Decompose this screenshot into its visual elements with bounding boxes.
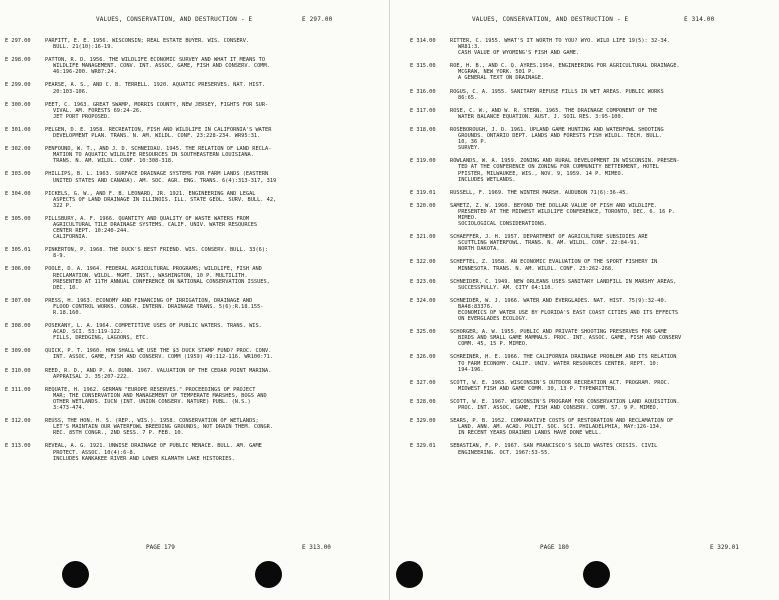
citation-line: LAND. ANN. AM. ACAD. POLIT. SOC. SCI. PHILADELPHIA, MAY:126-134. <box>458 424 663 431</box>
entry-code: E 315.00 <box>410 63 436 70</box>
header-entry-code: E 297.00 <box>302 16 333 23</box>
bibliography-entry <box>0 171 389 183</box>
citation-line: PARFITT, E. E. 1956. WISCONSIN; REAL ESTATE BUYER. WIS. CONSERV. <box>45 38 250 44</box>
citation-line: SEBASTIAN, F. P. 1967. SAN FRANCISCO'S SOLID WASTES CRISIS. CIVIL <box>450 443 658 450</box>
entry-citation <box>450 443 779 455</box>
citation-line: SCHNEIDER, W. J. 1966. WATER AND EVERGLADES. NAT. HIST. 75(9):32-40. <box>450 297 667 304</box>
citation-line: SUCCESSFULLY. AM. CITY 64:110. <box>458 284 554 291</box>
citation-line: INCLUDES WETLANDS. <box>458 176 516 183</box>
citation-line: ACAD. SCI. 53:119-122. <box>53 329 124 336</box>
citation-line: COMM. 45, 15 P. MIMEO. <box>458 341 529 348</box>
citation-line: SURVEY. <box>458 145 481 152</box>
citation-line: REVEAL, A. G. 1921. UNWISE DRAINAGE OF PUBLIC MENACE. BULL. AM. GAME <box>45 443 262 450</box>
binder-hole <box>255 561 282 588</box>
right-page <box>390 0 779 600</box>
entry-citation <box>45 418 389 436</box>
entry-code: E 301.00 <box>5 126 31 133</box>
citation-line: SCUTTLING WATERFOWL. TRANS. N. AM. WILDL. CONF. 22:84-91. <box>458 240 640 247</box>
citation-line: GROUNDS. ONTARIO DEPT. LANDS AND FORESTS FISH WILDL. TECH. BULL. <box>458 133 663 140</box>
entry-code: E 308.00 <box>5 323 31 330</box>
citation-line: RECLAMATION. WILDL. MGMT. INST., WASHINGTON, 10 P. MULTILITH. <box>53 272 248 279</box>
citation-line: REQUATE, H. 1962. GERMAN "EUROPE RESERVES." PROCEEDINGS OF PROJECT <box>45 386 256 393</box>
entry-citation <box>450 234 779 252</box>
citation-line: TRANS. N. AM. WILDL. CONF. 10:308-318. <box>53 158 175 165</box>
citation-line: 322 P. <box>53 202 73 209</box>
entry-code: E 329.01 <box>410 443 436 450</box>
footer-entry-code: E 329.01 <box>710 544 739 551</box>
citation-line: 46:196-200. WR87:24. <box>53 69 117 76</box>
bibliography-entry <box>390 38 779 56</box>
bibliography-entry <box>390 158 779 182</box>
entry-citation <box>450 354 779 372</box>
citation-line: QUICK, P. T. 1960. HOW SHALL WE USE THE $3 DUCK STAMP FUND? PROC. CONV. <box>45 348 272 355</box>
entry-code: E 305.00 <box>5 215 31 222</box>
entry-citation <box>45 298 389 316</box>
citation-line: IN RECENT YEARS DRAINED LANDS HAVE DONE WELL. <box>458 430 602 437</box>
citation-line: ASPECTS OF LAND DRAINAGE IN ILLINOIS. ILL. STATE GEOL. SURV. BULL. 42, <box>53 196 277 203</box>
entry-citation <box>450 127 779 151</box>
entry-code: E 298.00 <box>5 57 31 64</box>
bibliography-entry <box>390 354 779 372</box>
citation-line: SCHNEIDER, C. 1949. NEW ORLEANS USES SANITARY LANDFILL IN MARSHY AREAS, <box>450 278 677 285</box>
entry-citation <box>450 298 779 322</box>
entry-code: E 297.00 <box>5 38 31 44</box>
citation-line: R.18.160. <box>53 310 82 316</box>
entry-code: E 318.00 <box>410 126 436 133</box>
entry-code: E 319.00 <box>410 158 436 165</box>
citation-line: PROTECT. ASSOC. 10(4):6-8. <box>53 449 136 456</box>
citation-line: 3:473-474. <box>53 405 85 412</box>
bibliography-entry <box>390 234 779 252</box>
bibliography-entry <box>0 191 389 209</box>
citation-line: ON EVERGLADES ECOLOGY. <box>458 316 529 323</box>
entry-citation <box>45 387 389 411</box>
entry-citation <box>450 89 779 101</box>
citation-line: PHILLIPS, B. L. 1963. SURFACE DRAINAGE SYSTEMS FOR FARM LANDS (EASTERN <box>45 171 269 178</box>
binder-hole <box>583 561 610 588</box>
entry-code: E 309.00 <box>5 348 31 355</box>
citation-line: UNITED STATES AND CANADA). AM. SOC. AGR. ENG. TRANS. 6(4):313-317, 319 <box>53 177 277 184</box>
citation-line: SCHREINER, H. E. 1966. THE CALIFORNIA DRAINAGE PROBLEM AND ITS RELATION <box>450 354 677 361</box>
citation-line: ENGINEERING. OCT. 1967:53-55. <box>458 449 551 456</box>
entry-citation <box>450 108 779 120</box>
citation-line: MIMEO. <box>458 214 478 221</box>
bibliography-entry <box>390 298 779 322</box>
citation-line: 86:65. <box>458 94 478 101</box>
citation-line: ROSE, C. W., AND W. R. STERN. 1965. THE DRAINAGE COMPONENT OF THE <box>450 107 658 114</box>
citation-line: BIRDS AND SMALL GAME MAMMALS. PROC. INT. ASSOC. GAME, FISH AND CONSERV <box>458 335 682 342</box>
bibliography-entry <box>0 443 389 461</box>
entry-citation <box>450 158 779 182</box>
citation-line: PATTON, R. D. 1956. THE WILDLIFE ECONOMIC SURVEY AND WHAT IT MEANS TO <box>45 57 266 64</box>
citation-line: OTHER WETLANDS. IUCN (INT. UNION CONSERV. NATURE) PUBL. (N.S.) <box>53 398 251 405</box>
citation-line: SCHORGER, A. W. 1955. PUBLIC AND PRIVATE SHOOTING PRESERVES FOR GAME <box>450 329 667 336</box>
bibliography-entry <box>390 329 779 347</box>
citation-line: BA48:83376. <box>458 303 494 310</box>
entry-code: E 327.00 <box>410 379 436 386</box>
citation-line: BULL. 21(10):16-19. <box>53 44 114 51</box>
bibliography-entry <box>390 89 779 101</box>
citation-line: REC. 85TH CONGR., 2ND SESS. 7 P. FEB. 10. <box>53 430 184 437</box>
citation-line: APPRAISAL J. 35:207-222. <box>53 373 130 380</box>
entry-citation <box>45 102 389 120</box>
entry-code: E 300.00 <box>5 101 31 108</box>
bibliography-entry <box>390 108 779 120</box>
citation-line: REUSS, THE HON. H. S. (REP., WIS.). 1958. CONSERVATION OF WETLANDS; <box>45 418 259 425</box>
entry-citation <box>45 38 389 50</box>
entry-citation <box>450 329 779 347</box>
bibliography-entry <box>390 63 779 81</box>
page-number: PAGE 179 <box>146 544 175 551</box>
citation-line: PRESS, H. 1963. ECONOMY AND FINANCING OF IRRIGATION, DRAINAGE AND <box>45 297 253 304</box>
entry-code: E 302.00 <box>5 146 31 153</box>
entry-code: E 316.00 <box>410 88 436 95</box>
bibliography-entry <box>0 387 389 411</box>
citation-line: ROSEBOROUGH, J. D. 1961. UPLAND GAME HUNTING AND WATERFOWL SHOOTING <box>450 126 664 133</box>
citation-line: POSEKANY, L. A. 1964. COMPETITIVE USES OF PUBLIC WATERS. TRANS. WIS. <box>45 323 262 330</box>
citation-line: PROC. INT. ASSOC. GAME, FISH AND CONSERV. COMM. 57. 9 P. MIMEO. <box>458 405 659 412</box>
bibliography-entry <box>390 203 779 227</box>
page-header <box>390 16 779 28</box>
citation-line: WATER BALANCE EQUATION. AUST. J. SOIL RES. 3:95-100. <box>458 113 624 120</box>
entry-citation <box>450 418 779 436</box>
entry-code: E 314.00 <box>410 38 436 44</box>
left-page <box>0 0 389 600</box>
entry-citation <box>450 259 779 271</box>
entry-code: E 325.00 <box>410 329 436 336</box>
citation-line: MCGRAW, NEW YORK. 501 P. <box>458 69 535 76</box>
entry-citation <box>45 247 389 259</box>
citation-line: ROWLANDS, W. A. 1959. ZONING AND RURAL DEVELOPMENT IN WISCONSIN. PRESEN- <box>450 158 680 165</box>
citation-line: SCOTT, W. E. 1963. WISCONSIN'S OUTDOOR RECREATION ACT. PROGRAM. PROC. <box>450 379 671 386</box>
citation-line: MAR; THE CONSERVATION AND MANAGEMENT OF TEMPERATE MARSHES, BOGS AND <box>53 392 267 399</box>
entry-citation <box>45 266 389 290</box>
bibliography-entry <box>390 190 779 196</box>
binder-hole <box>396 561 423 588</box>
citation-line: AGRICULTURAL TILE DRAINAGE SYSTEMS. CALIF. UNIV. WATER RESOURCES <box>53 221 258 228</box>
citation-line: JET PORT PROPOSED. <box>53 113 111 120</box>
bibliography-entry <box>0 368 389 380</box>
citation-line: CALIFORNIA. <box>53 234 89 241</box>
entry-code: E 321.00 <box>410 234 436 241</box>
entry-citation <box>45 57 389 75</box>
citation-line: WILDLIFE MANAGEMENT. CONV. INT. ASSOC. GAME, FISH AND CONSERV. COMM. <box>53 63 270 70</box>
citation-line: REED, R. D., AND P. A. DUNN. 1967. VALUATION OF THE CEDAR POINT MARINA. <box>45 367 272 374</box>
bibliography-entry <box>0 57 389 75</box>
entry-citation <box>45 82 389 94</box>
bibliography-entry <box>0 102 389 120</box>
entry-citation <box>450 38 779 56</box>
citation-line: PENFOUND, W. T., AND J. D. SCHNEIDAU. 1945. THE RELATION OF LAND RECLA- <box>45 146 272 153</box>
citation-line: MINNESOTA. TRANS. N. AM. WILDL. CONF. 23:262-268. <box>458 265 615 272</box>
citation-line: WR81:3. <box>458 44 481 51</box>
entry-citation <box>45 216 389 240</box>
entry-citation <box>45 368 389 380</box>
citation-line: PEET, C. 1963. GREAT SWAMP, MORRIS COUNTY, NEW JERSEY, FIGHTS FOR SUR- <box>45 101 269 108</box>
bibliography-entry <box>0 216 389 240</box>
citation-line: PFISTER, MILWAUKEE, WIS., NOV. 9, 1959. 14 P. MIMEO. <box>458 170 624 177</box>
entry-code: E 326.00 <box>410 354 436 361</box>
citation-line: PELGEN, D. E. 1958. RECREATION, FISH AND WILDLIFE IN CALIFORNIA'S WATER <box>45 126 272 133</box>
citation-line: PINKERTON, P. 1968. THE DUCK'S BEST FRIEND. WIS. CONSERV. BULL. 33(6): <box>45 247 269 254</box>
citation-line: VIVAL. AM. FORESTS 69:24-26. <box>53 107 143 114</box>
entry-code: E 305.01 <box>5 247 31 254</box>
citation-line: RUSSELL, F. 1969. THE WINTER MARSH. AUDUBON 71(6):36-45. <box>450 189 629 196</box>
entry-code: E 304.00 <box>5 190 31 197</box>
citation-line: 20:103-106. <box>53 88 89 95</box>
entry-citation <box>450 203 779 227</box>
citation-line: NORTH DAKOTA. <box>458 246 500 253</box>
citation-line: SOCIOLOGICAL CONSIDERATIONS. <box>458 221 548 228</box>
entry-code: E 306.00 <box>5 266 31 273</box>
entry-code: E 313.00 <box>5 443 31 450</box>
entry-citation <box>45 127 389 139</box>
bibliography-entry <box>390 418 779 436</box>
entry-code: E 310.00 <box>5 367 31 374</box>
header-entry-code: E 314.00 <box>684 16 715 23</box>
bibliography-entry <box>390 380 779 392</box>
citation-line: 10, 36 P. <box>458 139 487 146</box>
bibliography-entry <box>0 146 389 164</box>
citation-line: A GENERAL TEXT ON DRAINAGE. <box>458 75 545 82</box>
bibliography-entry <box>0 247 389 259</box>
citation-line: PICKELS, G. W., AND F. B. LEONARD, JR. 1921. ENGINEERING AND LEGAL <box>45 190 256 197</box>
bibliography-entry <box>0 127 389 139</box>
bibliography-entry <box>390 259 779 271</box>
entry-code: E 317.00 <box>410 107 436 114</box>
entry-code: E 329.00 <box>410 418 436 425</box>
citation-line: ECONOMICS OF WATER USE BY FLORIDA'S EAST COAST CITIES AND ITS EFFECTS <box>458 310 679 316</box>
entry-code: E 323.00 <box>410 278 436 285</box>
bibliography-entry <box>0 266 389 290</box>
entry-citation <box>450 399 779 411</box>
entry-citation <box>450 63 779 81</box>
entry-citation <box>45 191 389 209</box>
bibliography-list <box>0 38 389 469</box>
citation-line: PRESENTED AT 11TH ANNUAL CONFERENCE ON NATIONAL CONSERVATION ISSUES, <box>53 278 270 285</box>
entry-code: E 307.00 <box>5 297 31 304</box>
page-number: PAGE 180 <box>540 544 569 551</box>
entry-code: E 328.00 <box>410 398 436 405</box>
entry-code: E 303.00 <box>5 171 31 178</box>
citation-line: 8-9. <box>53 253 66 260</box>
header-title: VALUES, CONSERVATION, AND DESTRUCTION - E <box>472 16 629 23</box>
entry-citation <box>45 171 389 183</box>
header-title: VALUES, CONSERVATION, AND DESTRUCTION - E <box>96 16 253 23</box>
citation-line: FLOOD CONTROL WORKS. CONGR. INTERN. DRAINAGE TRANS. 5(6):R.18.155- <box>53 303 264 310</box>
entry-citation <box>45 348 389 360</box>
bibliography-list <box>390 38 779 463</box>
entry-code: E 299.00 <box>5 82 31 89</box>
citation-line: TO FARM ECONOMY. CALIF. UNIV. WATER RESOURCES CENTER. REPT. 10: <box>458 360 659 367</box>
bibliography-entry <box>390 399 779 411</box>
citation-line: INCLUDES KANKAKEE RIVER AND LOWER KLAMATH LAKE HISTORIES. <box>53 455 235 462</box>
citation-line: DEC. 10. <box>53 284 79 291</box>
entry-citation <box>45 146 389 164</box>
bibliography-entry <box>0 348 389 360</box>
entry-code: E 311.00 <box>5 386 31 393</box>
bibliography-entry <box>0 298 389 316</box>
page-header <box>0 16 389 28</box>
bibliography-entry <box>390 279 779 291</box>
bibliography-entry <box>390 443 779 455</box>
entry-code: E 324.00 <box>410 297 436 304</box>
citation-line: SCHEFTEL, Z. 1958. AN ECONOMIC EVALUATION OF THE SPORT FISHERY IN <box>450 259 658 266</box>
citation-line: MATION TO AQUATIC WILDLIFE RESOURCES IN SOUTHEASTERN LOUISIANA. <box>53 152 254 159</box>
entry-code: E 320.00 <box>410 202 436 209</box>
entry-citation <box>45 323 389 341</box>
bibliography-entry <box>0 82 389 94</box>
bibliography-entry <box>0 323 389 341</box>
citation-line: 194-196. <box>458 366 484 373</box>
citation-line: FILLS, DREDGING, LAGOONS, ETC. <box>53 335 149 342</box>
entry-code: E 322.00 <box>410 259 436 266</box>
citation-line: SAMETZ, Z. W. 1960. BEYOND THE DOLLAR VALUE OF FISH AND WILDLIFE. <box>450 202 658 209</box>
citation-line: SCHAEFFER, J. H. 1957. DEPARTMENT OF AGRICULTURE SUBSIDIES ARE <box>450 234 648 241</box>
citation-line: CASH VALUE OF WYOMING'S FISH AND GAME. <box>458 50 580 57</box>
entry-citation <box>450 279 779 291</box>
citation-line: ROGUS, C. A. 1955. SANITARY REFUSE FILLS IN WET AREAS. PUBLIC WORKS <box>450 88 664 95</box>
citation-line: DEVELOPMENT PLAN. TRANS. N. AM. WILDL. CONF. 23:228-234. WR95:31. <box>53 133 261 140</box>
entry-code: E 312.00 <box>5 418 31 425</box>
entry-citation <box>450 380 779 392</box>
bibliography-entry <box>0 418 389 436</box>
citation-line: PEARSE, A. S., AND C. B. TERRELL. 1920. AQUATIC PRESERVES. NAT. HIST. <box>45 82 266 89</box>
citation-line: SEARS, P. B. 1952. COMPARATIVE COSTS OF RESTORATION AND RECLAMATION OF <box>450 418 674 425</box>
citation-line: INT. ASSOC. GAME, FISH AND CONSERV. COMM (1959) 49:112-116. WR100:71. <box>53 354 274 361</box>
binder-hole <box>62 561 89 588</box>
bibliography-entry <box>0 38 389 50</box>
citation-line: TED AT THE CONFERENCE ON ZONING FOR COMMUNITY BETTERMENT, HOTEL <box>458 164 659 171</box>
citation-line: LET'S MAINTAIN OUR WATERFOWL BREEDING GROUNDS, NOT DRAIN THEM. CONGR. <box>53 424 274 431</box>
citation-line: CENTER REPT. 10:240-244. <box>53 228 130 235</box>
citation-line: PILLSBURY, A. F. 1966. QUANTITY AND QUALITY OF WASTE WATERS FROM <box>45 215 250 222</box>
entry-citation <box>450 190 779 196</box>
citation-line: PRESENTED AT THE MIDWEST WILDLIFE CONFERENCE, TORONTO, DEC. 6. 16 P. <box>458 208 675 215</box>
entry-citation <box>45 443 389 461</box>
citation-line: ROE, H. B., AND C. Q. AYRES.1954. ENGINEERING FOR AGRICULTURAL DRAINAGE. <box>450 63 680 70</box>
citation-line: SCOTT, W. E. 1967. WISCONSIN'S PROGRAM FOR CONSERVATION LAND AQUISITION. <box>450 398 680 405</box>
citation-line: MIDWEST FISH AND GAME COMM. 30, 13 P. TYPEWRITTEN. <box>458 385 618 392</box>
bibliography-entry <box>390 127 779 151</box>
entry-code: E 319.01 <box>410 189 436 196</box>
citation-line: RITTER, C. 1955. WHAT'S IT WORTH TO YOU? WYO. WILD LIFE 19(5): 32-34. <box>450 38 671 44</box>
footer-entry-code: E 313.00 <box>302 544 331 551</box>
citation-line: POOLE, D. A. 1964. FEDERAL AGRICULTURAL PROGRAMS; WILDLIFE, FISH AND <box>45 266 262 273</box>
